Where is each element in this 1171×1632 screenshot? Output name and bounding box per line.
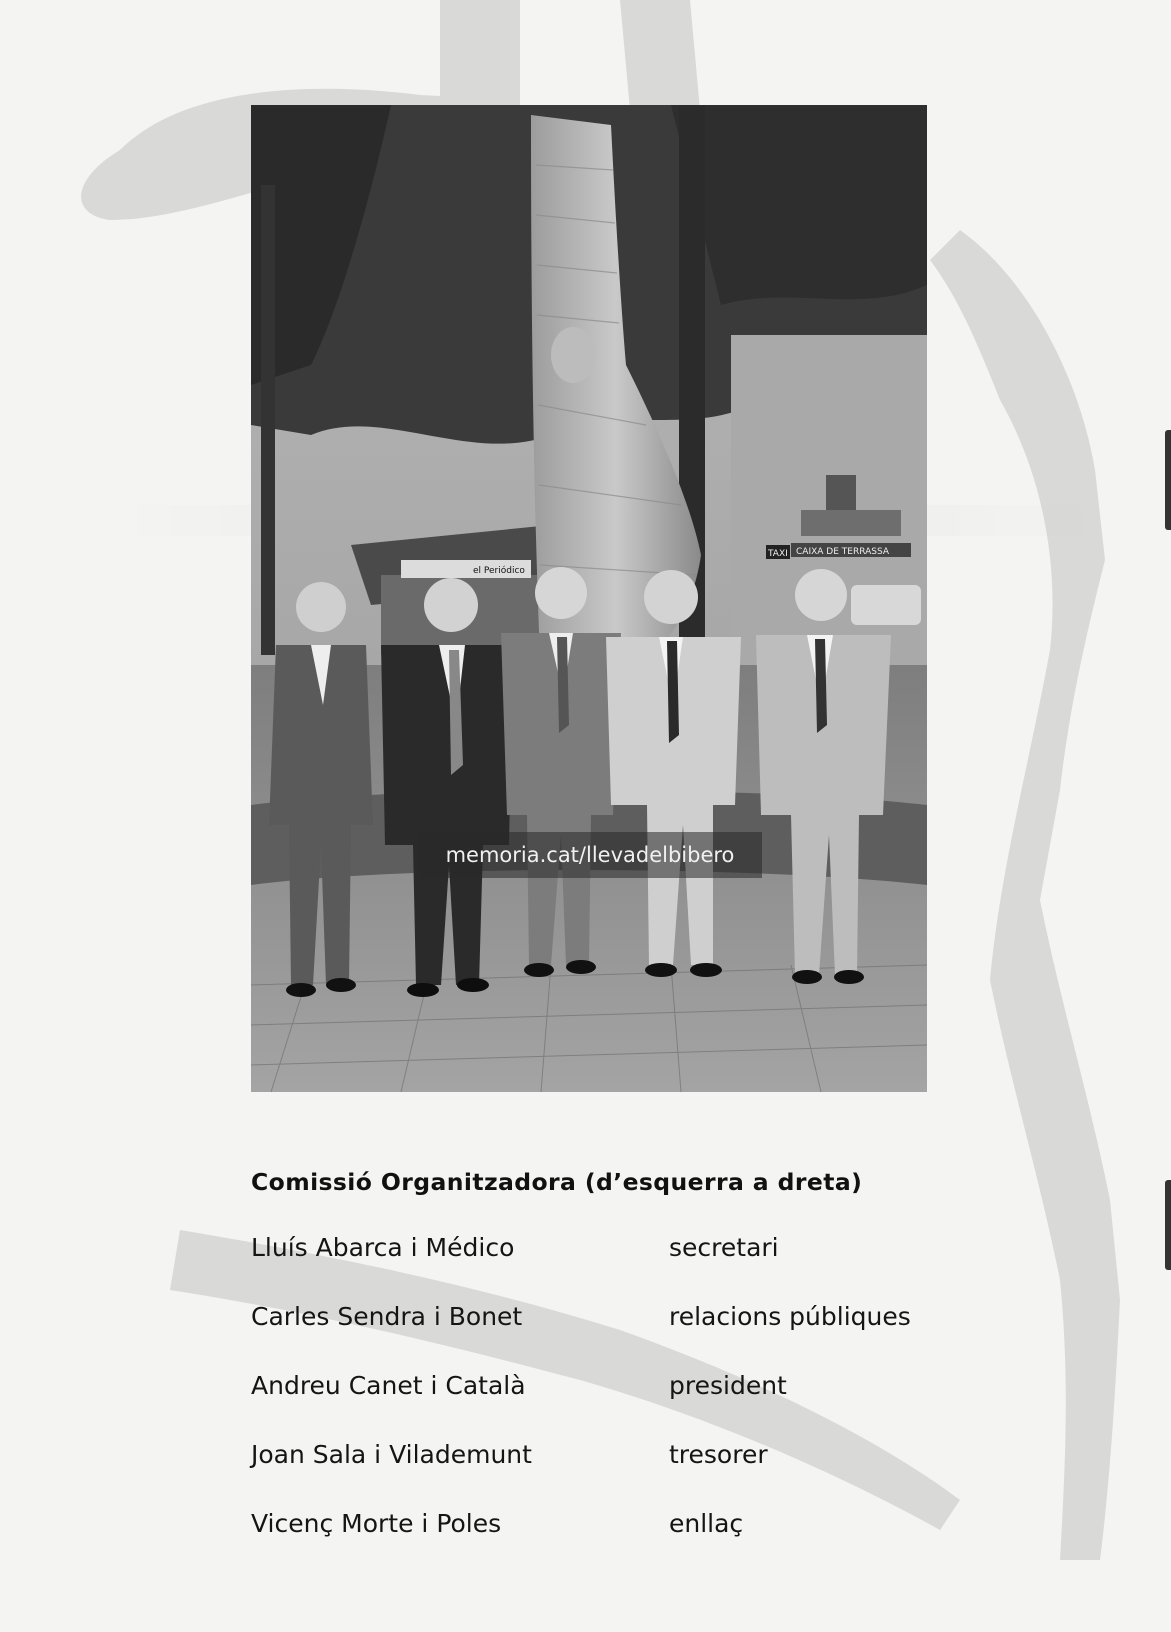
member-row <box>251 1302 941 1338</box>
group-photo <box>251 105 927 1092</box>
member-row <box>251 1371 941 1407</box>
member-role: secretari <box>669 1233 779 1262</box>
photo-illustration <box>251 105 927 1092</box>
member-row <box>251 1440 941 1476</box>
kiosk-sign: el Periódico <box>473 566 525 576</box>
member-role: enllaç <box>669 1509 744 1538</box>
member-name: Andreu Canet i Català <box>251 1371 526 1400</box>
watermark-label: memoria.cat/llevadelbibero <box>418 832 762 878</box>
member-name: Vicenç Morte i Poles <box>251 1509 502 1538</box>
member-name: Carles Sendra i Bonet <box>251 1302 523 1331</box>
binding-mark <box>1165 430 1171 530</box>
taxi-sign: TAXI <box>768 549 788 559</box>
bank-sign: CAIXA DE TERRASSA <box>796 547 889 557</box>
member-role: tresorer <box>669 1440 768 1469</box>
member-row <box>251 1233 941 1269</box>
member-row <box>251 1509 941 1545</box>
member-name: Joan Sala i Vilademunt <box>251 1440 532 1469</box>
member-role: relacions públiques <box>669 1302 911 1331</box>
committee-heading: Comissió Organitzadora (d’esquerra a dreta) <box>251 1168 863 1196</box>
member-role: president <box>669 1371 787 1400</box>
binding-mark <box>1165 1180 1171 1270</box>
member-name: Lluís Abarca i Médico <box>251 1233 515 1262</box>
